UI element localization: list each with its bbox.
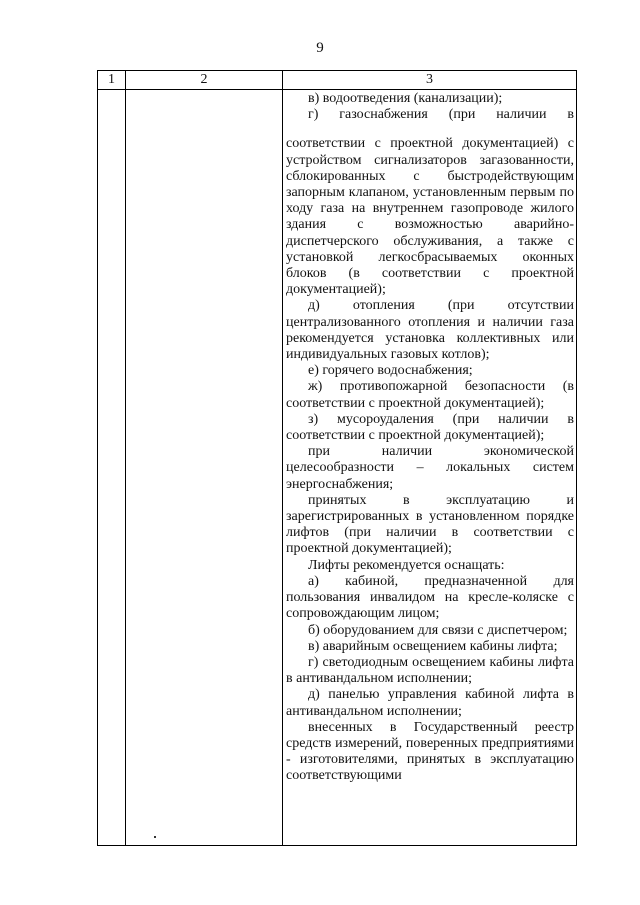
column-header-3: 3: [426, 72, 433, 87]
paragraph-elevator-cabin: а) кабиной, предназначенной для пользования инвалидом на кресле-коляске с сопровождающим лицом;: [286, 573, 574, 622]
header-divider: [98, 89, 576, 90]
paragraph-gas-supply: г) газоснабжения (при наличии в: [308, 107, 574, 123]
column-divider-2: [282, 71, 283, 845]
paragraph-elevator-emergency-light: в) аварийным освещением кабины лифта;: [308, 638, 558, 654]
paragraph-gas-supply-continued: соответствии с проектной документацией) с устройством сигнализаторов загазованности, сблокированных с быстродействующим запорным клапаном, установленным первым по ходу газа на внутреннем газопроводе жилого здания с возможностью аварийно-диспетчерского обслуживания, а также с установкой легкосбрасываемых оконных блоков (в соответствии с проектной документацией);: [286, 136, 574, 298]
paragraph-local-energy: при наличии экономической целесообразности – локальных систем энергоснабжения;: [286, 444, 574, 492]
column-header-2: 2: [200, 72, 208, 87]
paragraph-elevator-led-light: г) светодиодным освещением кабины лифта в антивандальном исполнении;: [286, 654, 574, 687]
page-number: 9: [316, 40, 324, 56]
scan-mark: [154, 836, 156, 838]
paragraph-elevators-intro: Лифты рекомендуется оснащать:: [308, 557, 505, 573]
paragraph-elevator-comm: б) оборудованием для связи с диспетчером;: [308, 622, 568, 638]
column-3-content: [286, 91, 574, 785]
document-table: [97, 70, 577, 846]
paragraph-elevators: принятых в эксплуатацию и зарегистрированных в установленном порядке лифтов (при наличии в соответствии с проектной документацией);: [286, 492, 574, 557]
paragraph-measuring-instruments: внесенных в Государственный реестр средств измерений, поверенных предприятиями - изготовителями, принятых в эксплуатацию соответствующими: [286, 719, 574, 784]
paragraph-fire-safety: ж) противопожарной безопасности (в соответствии с проектной документацией);: [286, 379, 574, 411]
paragraph-drainage: в) водоотведения (канализации);: [308, 91, 503, 106]
column-header-1: 1: [108, 72, 115, 87]
paragraph-waste-removal: з) мусороудаления (при наличии в соответствии с проектной документацией);: [286, 411, 574, 444]
paragraph-heating: д) отопления (при отсутствии централизованного отопления и наличии газа рекомендуется установка коллективных или индивидуальных газовых котлов);: [286, 298, 574, 363]
column-divider-1: [125, 71, 126, 845]
paragraph-hot-water: е) горячего водоснабжения;: [308, 363, 473, 379]
paragraph-elevator-panel: д) панелью управления кабиной лифта в антивандальном исполнении;: [286, 687, 574, 719]
